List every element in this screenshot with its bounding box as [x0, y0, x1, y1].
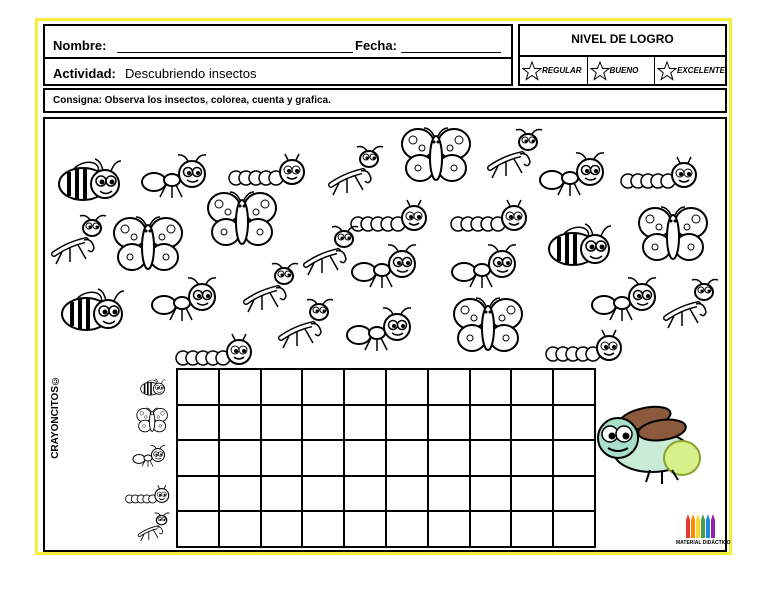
graph-cell[interactable] — [470, 405, 512, 441]
butterfly-row-icon — [135, 407, 171, 436]
graph-cell[interactable] — [261, 369, 303, 405]
graph-cell[interactable] — [553, 440, 595, 476]
credit-text: CRAYONCITOS© — [50, 375, 61, 459]
mantis-drawing — [48, 214, 110, 269]
graph-cell[interactable] — [511, 440, 553, 476]
graph-cell[interactable] — [386, 476, 428, 512]
bee-drawing — [58, 280, 138, 342]
graph-cell[interactable] — [302, 440, 344, 476]
graph-cell[interactable] — [261, 511, 303, 547]
caterpillar-drawing — [450, 198, 530, 238]
ant-drawing — [350, 242, 430, 294]
ant-drawing — [345, 305, 425, 357]
graph-cell[interactable] — [553, 476, 595, 512]
graph-cell[interactable] — [428, 369, 470, 405]
graph-cell[interactable] — [511, 511, 553, 547]
ant-drawing — [590, 275, 670, 327]
graph-cell[interactable] — [428, 405, 470, 441]
butterfly-drawing — [204, 190, 284, 254]
graph-cell[interactable] — [428, 511, 470, 547]
mantis-drawing — [275, 298, 337, 353]
graph-cell[interactable] — [344, 369, 386, 405]
caterpillar-drawing — [175, 332, 255, 372]
graph-cell[interactable] — [344, 476, 386, 512]
ant-drawing — [450, 242, 530, 294]
bee-drawing — [545, 215, 625, 277]
nivel-logro-box — [518, 24, 727, 86]
graph-cell[interactable] — [428, 440, 470, 476]
graph-cell[interactable] — [177, 476, 219, 512]
butterfly-drawing — [635, 205, 715, 269]
graph-cell[interactable] — [470, 369, 512, 405]
caterpillar-row-icon — [125, 484, 171, 507]
fecha-line[interactable] — [401, 52, 501, 53]
caterpillar-drawing — [620, 155, 700, 195]
butterfly-drawing — [450, 296, 530, 360]
brand-caption: MATERIAL DIDÁCTICO — [676, 540, 731, 546]
ant-drawing — [150, 275, 230, 327]
mantis-row-icon — [136, 512, 172, 544]
graph-cell[interactable] — [302, 369, 344, 405]
actividad-label: Actividad: — [53, 66, 116, 81]
graph-cell[interactable] — [177, 405, 219, 441]
graph-cell[interactable] — [261, 405, 303, 441]
star-icon — [590, 61, 610, 81]
level-excelente[interactable] — [655, 57, 725, 84]
level-regular[interactable] — [520, 57, 588, 84]
mantis-drawing — [484, 128, 546, 183]
mantis-drawing — [325, 145, 387, 200]
nombre-label: Nombre: — [53, 38, 107, 53]
consigna: Consigna: Observa los insectos, colorea, cuenta y grafica. — [43, 88, 727, 113]
star-icon — [522, 61, 542, 81]
caterpillar-drawing — [228, 152, 308, 192]
crayons-logo-icon — [685, 514, 719, 538]
nivel-levels — [520, 57, 725, 84]
star-icon — [657, 61, 677, 81]
graph-cell[interactable] — [386, 369, 428, 405]
graph-cell[interactable] — [261, 476, 303, 512]
graph-cell[interactable] — [386, 440, 428, 476]
level-excelente-label: EXCELENTE — [677, 66, 726, 75]
graph-cell[interactable] — [470, 511, 512, 547]
graph-cell[interactable] — [428, 476, 470, 512]
graph-cell[interactable] — [511, 476, 553, 512]
butterfly-drawing — [110, 215, 190, 279]
header-box — [43, 24, 513, 86]
graph-cell[interactable] — [511, 405, 553, 441]
graph-cell[interactable] — [302, 511, 344, 547]
caterpillar-drawing — [350, 198, 430, 238]
mantis-drawing — [660, 278, 722, 333]
graph-cell[interactable] — [553, 369, 595, 405]
ant-drawing — [538, 150, 618, 202]
graph-cell[interactable] — [470, 440, 512, 476]
graph-cell[interactable] — [511, 369, 553, 405]
graph-cell[interactable] — [177, 369, 219, 405]
graph-cell[interactable] — [302, 476, 344, 512]
header-divider — [45, 57, 511, 59]
graph-cell[interactable] — [219, 511, 261, 547]
graph-cell[interactable] — [344, 440, 386, 476]
bee-row-icon — [139, 375, 171, 400]
level-bueno[interactable] — [588, 57, 656, 84]
graph-cell[interactable] — [344, 511, 386, 547]
level-bueno-label: BUENO — [609, 66, 639, 75]
counting-graph — [176, 368, 596, 548]
butterfly-drawing — [398, 126, 478, 190]
graph-cell[interactable] — [219, 440, 261, 476]
caterpillar-drawing — [545, 328, 625, 368]
graph-cell[interactable] — [302, 405, 344, 441]
graph-cell[interactable] — [219, 369, 261, 405]
graph-cell[interactable] — [219, 476, 261, 512]
graph-cell[interactable] — [470, 476, 512, 512]
bee-drawing — [55, 150, 135, 212]
graph-cell[interactable] — [177, 511, 219, 547]
fecha-label: Fecha: — [355, 38, 397, 53]
ant-row-icon — [132, 444, 172, 470]
firefly-drawing — [590, 390, 710, 490]
graph-cell[interactable] — [386, 405, 428, 441]
nombre-line[interactable] — [117, 52, 353, 53]
actividad-value: Descubriendo insectos — [125, 66, 257, 81]
graph-cell[interactable] — [177, 440, 219, 476]
graph-cell[interactable] — [386, 511, 428, 547]
nivel-title: NIVEL DE LOGRO — [571, 32, 674, 46]
graph-cell[interactable] — [553, 511, 595, 547]
graph-cell[interactable] — [219, 405, 261, 441]
level-regular-label: REGULAR — [542, 66, 582, 75]
graph-cell[interactable] — [261, 440, 303, 476]
graph-cell[interactable] — [344, 405, 386, 441]
graph-cell[interactable] — [553, 405, 595, 441]
